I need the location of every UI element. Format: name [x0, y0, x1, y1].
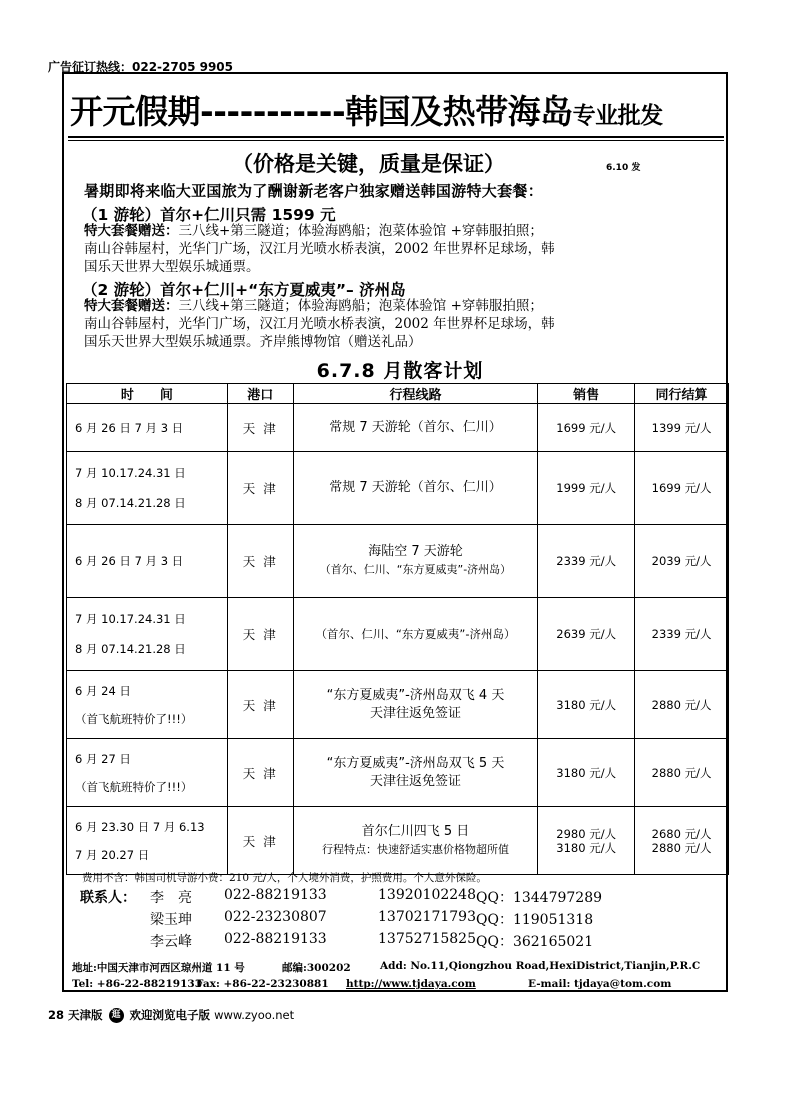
sale-price: 2339 元/人 [556, 554, 617, 568]
net-price: 2039 元/人 [651, 554, 712, 568]
table-row [67, 525, 729, 598]
package-2-title: （2 游轮）首尔+仁川+“东方夏威夷”– 济州岛 [82, 281, 406, 299]
ad-hotline: 广告征订热线：022-2705 9905 [48, 60, 234, 74]
cell-net [635, 452, 729, 525]
cell-time [67, 671, 228, 739]
table-row [67, 671, 729, 739]
contact-phone: 022-88219133 [224, 931, 327, 947]
cell-route [293, 671, 538, 739]
contact-phone: 022-23230807 [224, 909, 327, 925]
time-line: 8 月 07.14.21.28 日 [75, 496, 186, 510]
zyoo-logo-icon: 逛 [109, 1008, 124, 1023]
cell-port: 天 津 [227, 598, 293, 671]
schedule-table [66, 383, 729, 875]
title-divider-thin [68, 140, 724, 141]
table-row [67, 598, 729, 671]
net-price: 1399 元/人 [651, 420, 712, 435]
welcome-text: 欢迎浏览电子版 [129, 1008, 211, 1022]
cell-time [67, 452, 228, 525]
time-line: 6 月 26 日 7 月 3 日 [75, 554, 184, 568]
contact-qq: QQ：119051318 [476, 912, 594, 928]
time-line: 7 月 10.17.24.31 日 [75, 466, 186, 480]
package-2-line: 南山谷韩屋村，光华门广场，汉江月光喷水桥表演，2002 年世界杯足球场，韩 [84, 316, 555, 332]
cell-net [635, 671, 729, 739]
footer-site-link[interactable]: www.zyoo.net [214, 1008, 295, 1022]
address-en: Add: No.11,Qiongzhou Road,HexiDistrict,Tianjin,P.R.C [380, 960, 701, 972]
plan-title: 6.7.8 月散客计划 [316, 360, 484, 382]
contact-mobile: 13920102248 [378, 887, 476, 903]
slogan: （价格是关键，质量是保证） [232, 152, 505, 176]
contact-name: 李 亮 [150, 890, 192, 906]
cell-time [67, 598, 228, 671]
cell-route [293, 807, 538, 875]
package-1-label: 特大套餐赠送： [84, 223, 179, 239]
table-row [67, 452, 729, 525]
contact-phone: 022-88219133 [224, 887, 327, 903]
time-line: （首飞航班特价了!!!） [75, 711, 193, 726]
contact-name: 李云峰 [150, 934, 192, 950]
time-line: 6 月 23.30 日 7 月 6.13 [75, 819, 205, 834]
sale-price: 3180 元/人 [556, 697, 617, 712]
title-sub: 专业批发 [572, 103, 663, 129]
page-edition: 28 天津版 [48, 1008, 103, 1022]
net-price: 2339 元/人 [651, 627, 712, 641]
contact-mobile: 13702171793 [378, 909, 476, 925]
cell-port: 天 津 [227, 525, 293, 598]
route-line: 常规 7 天游轮（首尔、仁川） [329, 419, 502, 435]
route-line: 天津往返免签证 [369, 705, 461, 721]
sale-price: 3180 元/人 [556, 840, 617, 855]
route-line: “东方夏威夷”-济州岛双飞 5 天 [326, 755, 505, 771]
intro-text: 暑期即将来临大亚国旅为了酬谢新老客户独家赠送韩国游特大套餐： [84, 182, 544, 200]
sale-price: 2980 元/人 [556, 826, 617, 841]
route-line: 天津往返免签证 [369, 773, 461, 789]
time-line: 6 月 26 日 7 月 3 日 [75, 420, 184, 435]
time-line: 7 月 20.27 日 [75, 847, 150, 862]
page-title [70, 86, 663, 133]
fees-note: 费用不含：韩国司机导游小费：210 元/人，个人境外消费，护照费用。个人意外保险。 [82, 872, 487, 884]
contact-qq: QQ：362165021 [476, 934, 594, 950]
table-row [67, 404, 729, 452]
cell-port: 天 津 [227, 404, 293, 452]
cell-sale [538, 452, 635, 525]
cell-time [67, 525, 228, 598]
package-2-label: 特大套餐赠送： [84, 298, 179, 314]
header-port: 港口 [227, 384, 293, 404]
cell-net [635, 598, 729, 671]
table-header-row [67, 384, 729, 404]
sale-price: 1999 元/人 [556, 481, 617, 495]
package-1-title: （1 游轮）首尔+仁川只需 1599 元 [82, 206, 336, 224]
route-line: （首尔、仁川、“东方夏威夷”-济州岛） [319, 563, 512, 576]
package-1-line: 三八线+第三隧道；体验海鸥船；泡菜体验馆 +穿韩服拍照； [178, 223, 543, 239]
header-route: 行程线路 [293, 384, 538, 404]
issue-date: 6.10 发 [606, 163, 641, 173]
net-price: 2880 元/人 [651, 765, 712, 780]
time-line: 7 月 10.17.24.31 日 [75, 612, 186, 626]
cell-sale [538, 671, 635, 739]
header-net: 同行结算 [635, 384, 729, 404]
schedule-rows [67, 404, 729, 875]
table-row [67, 739, 729, 807]
cell-sale [538, 739, 635, 807]
time-line: （首飞航班特价了!!!） [75, 779, 193, 794]
header-sale: 销售 [538, 384, 635, 404]
contact-qq: QQ：1344797289 [476, 890, 603, 906]
cell-net [635, 525, 729, 598]
cell-route [293, 525, 538, 598]
net-price: 2880 元/人 [651, 840, 712, 855]
contact-name: 梁玉珅 [150, 912, 192, 928]
time-line: 6 月 27 日 [75, 751, 131, 766]
package-1-line: 南山谷韩屋村，光华门广场，汉江月光喷水桥表演，2002 年世界杯足球场，韩 [84, 241, 555, 257]
route-line: 常规 7 天游轮（首尔、仁川） [329, 480, 502, 495]
cell-route [293, 739, 538, 807]
address-cn: 地址:中国天津市河西区琼州道 11 号 [72, 962, 245, 974]
route-line: 行程特点：快速舒适实惠价格物超所值 [321, 842, 509, 856]
net-price: 2880 元/人 [651, 697, 712, 712]
tel: Tel: +86-22-88219133 [72, 978, 202, 990]
cell-time [67, 404, 228, 452]
postcode: 邮编:300202 [282, 962, 351, 974]
page-footer [48, 1007, 294, 1023]
net-price: 1699 元/人 [651, 481, 712, 495]
time-line: 8 月 07.14.21.28 日 [75, 642, 186, 656]
time-line: 6 月 24 日 [75, 683, 131, 698]
sale-price: 3180 元/人 [556, 765, 617, 780]
cell-time [67, 739, 228, 807]
header-time: 时 间 [67, 384, 228, 404]
title-main: 开元假期-----------韩国及热带海岛 [70, 92, 573, 131]
website-link[interactable]: http://www.tjdaya.com [346, 978, 476, 990]
table-row [67, 807, 729, 875]
package-2-line: 三八线+第三隧道；体验海鸥船；泡菜体验馆 +穿韩服拍照； [178, 298, 543, 314]
cell-route [293, 598, 538, 671]
route-line: 首尔仁川四飞 5 日 [361, 823, 470, 839]
cell-sale [538, 598, 635, 671]
cell-port: 天 津 [227, 671, 293, 739]
email[interactable]: E-mail: tjdaya@tom.com [528, 978, 672, 990]
net-price: 2680 元/人 [651, 826, 712, 841]
cell-port: 天 津 [227, 452, 293, 525]
cell-sale [538, 404, 635, 452]
package-1-line: 国乐天世界大型娱乐城通票。 [84, 259, 260, 275]
cell-route [293, 404, 538, 452]
cell-net [635, 404, 729, 452]
title-divider [68, 136, 724, 138]
cell-port: 天 津 [227, 807, 293, 875]
fax: Fax: +86-22-23230881 [196, 978, 329, 990]
package-1-body [84, 222, 724, 276]
contact-mobile: 13752715825 [378, 931, 476, 947]
package-2-body [84, 297, 724, 351]
cell-net [635, 807, 729, 875]
cell-time [67, 807, 228, 875]
cell-port: 天 津 [227, 739, 293, 807]
cell-net [635, 739, 729, 807]
contacts-label: 联系人： [80, 890, 136, 906]
route-line: （首尔、仁川、“东方夏威夷”-济州岛） [315, 627, 516, 641]
cell-route [293, 452, 538, 525]
cell-sale [538, 525, 635, 598]
package-2-line: 国乐天世界大型娱乐城通票。齐岸熊博物馆（赠送礼品） [84, 334, 422, 350]
route-line: “东方夏威夷”-济州岛双飞 4 天 [326, 687, 505, 703]
cell-sale [538, 807, 635, 875]
sale-price: 2639 元/人 [556, 627, 617, 641]
route-line: 海陆空 7 天游轮 [368, 544, 463, 559]
sale-price: 1699 元/人 [556, 420, 617, 435]
